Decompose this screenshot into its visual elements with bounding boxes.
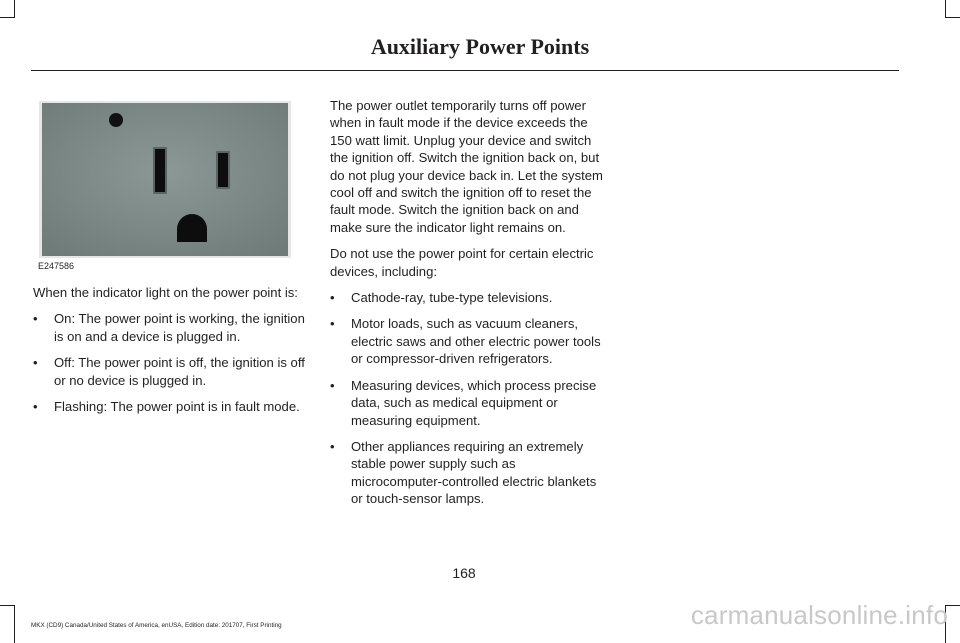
list-item: • Motor loads, such as vacuum cleaners, electric saws and other electric power tools or compressor-driven refrigerators. [330,316,601,367]
bullet: • [33,399,38,415]
crop-mark [14,605,15,643]
page-title: Auxiliary Power Points [370,34,590,59]
outlet-slot-right [218,153,228,187]
watermark: carmanualsonline.info [690,600,948,630]
devices-intro: Do not use the power point for certain electric devices, including: [330,246,594,279]
list-item: • On: The power point is working, the ignition is on and a device is plugged in. [33,311,305,344]
crop-mark [0,605,15,606]
right-column [330,97,606,517]
crop-mark [945,0,946,18]
bullet: • [33,311,38,327]
crop-mark [14,0,15,18]
bullet: • [330,377,335,393]
figure-code: E247586 [38,261,75,271]
list-item: • Other appliances requiring an extremely stable power supply such as microcomputer-controlled electric blankets or touch-sensor lamps. [330,438,597,507]
list-item: • Cathode-ray, tube-type televisions. [330,290,553,306]
power-outlet-illustration [33,97,295,273]
header-rule [31,70,899,71]
list-item: • Off: The power point is off, the ignition is off or no device is plugged in. [33,355,305,388]
bullet: • [330,290,335,306]
bullet: • [33,355,38,371]
footer-edition-text: MKX (CD9) Canada/United States of America, enUSA, Edition date: 201707, First Printing [31,622,282,629]
fault-mode-paragraph: The power outlet temporarily turns off power when in fault mode if the device exceeds the 150 watt limit. Unplug your device and switch the ignition off. Switch the ignition back on, but do not plug your device back in. Let the system cool off and switch the ignition off to reset the fault mode. Switch the ignition back on and make sure the indicator light remains on. [330,98,603,235]
bullet: • [330,316,335,332]
outlet-slot-left [155,149,165,192]
list-item: • Flashing: The power point is in fault mode. [33,399,300,415]
list-item: • Measuring devices, which process precise data, such as medical equipment or measuring equipment. [330,377,597,428]
page-number: 168 [452,565,476,581]
crop-mark [945,17,960,18]
left-column [33,284,309,424]
crop-mark [0,17,15,18]
indicator-intro: When the indicator light on the power point is: [33,285,298,300]
indicator-light [109,113,123,127]
power-outlet-figure [33,97,295,273]
bullet: • [330,438,335,454]
indicator-list [33,310,309,415]
devices-list [330,289,606,507]
